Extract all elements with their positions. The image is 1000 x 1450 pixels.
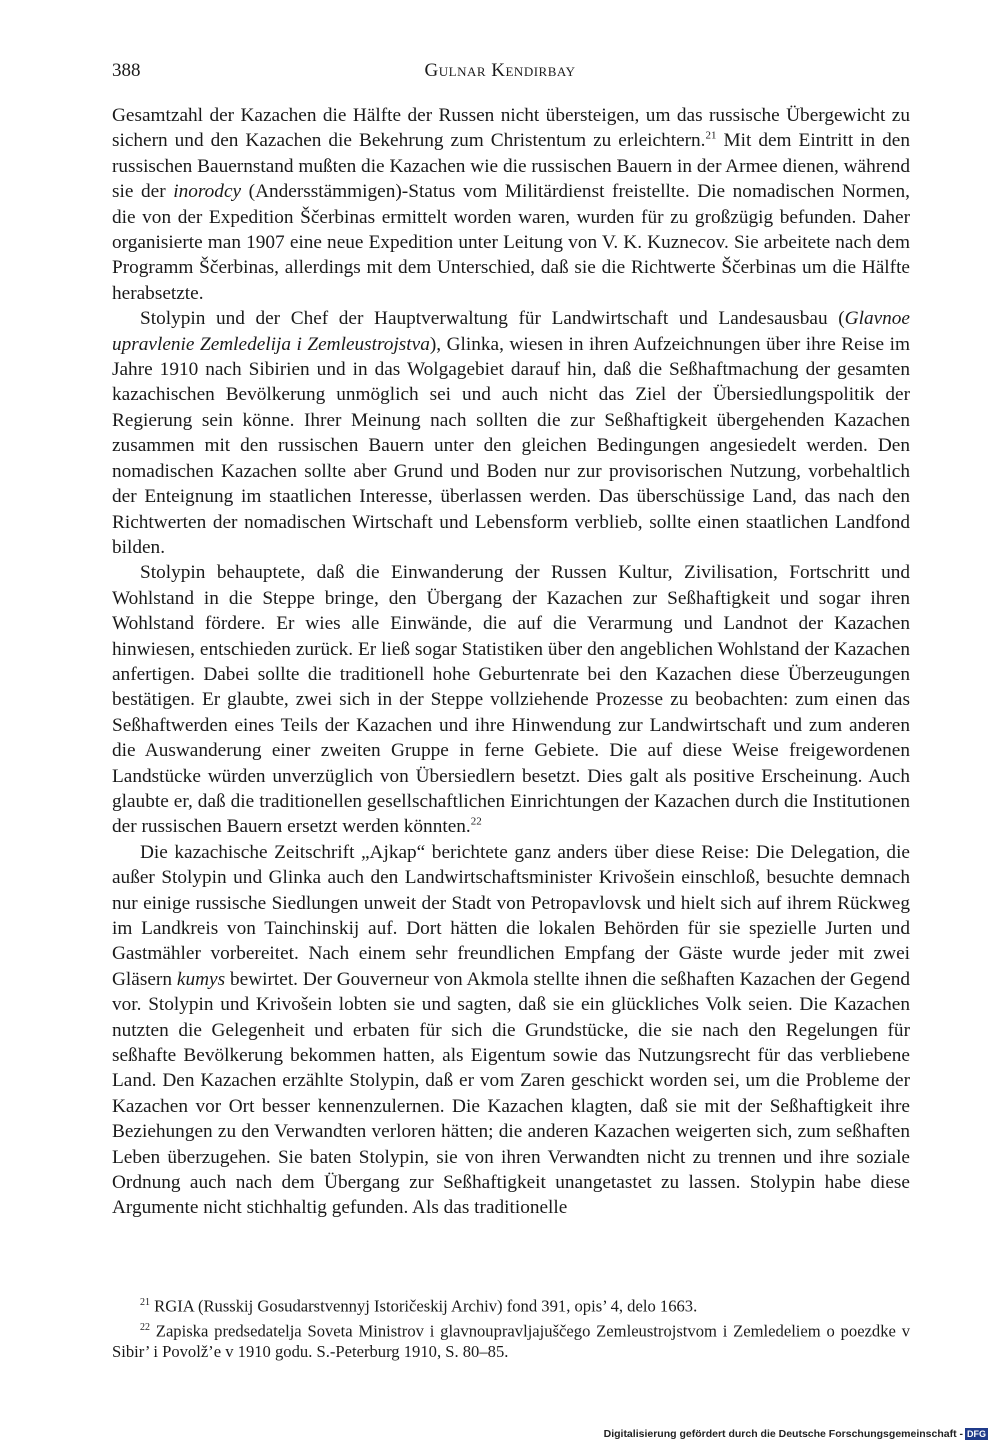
paragraph-1-italic-term: inorodcy [173, 181, 242, 203]
footnote-22 [112, 1317, 910, 1363]
paragraph-2-text-a: Stolypin und der Chef der Hauptverwaltung für Landwirtschaft und Landesausbau ( [140, 308, 845, 330]
digitization-watermark [604, 1428, 988, 1440]
page-number: 388 [112, 60, 141, 81]
paragraph-3-text-a: Stolypin behauptete, daß die Einwanderung der Russen Kultur, Zivilisation, Fortschritt und Wohlstand in die Steppe bringe, den Übergang der Kazachen zur Seßhaftigkeit und sogar ihren Wohlstand fördere. Er wies alle Einwände, die auf die Verarmung und Landnot der Kazachen hinwiesen, entschieden zurück. Er ließ sogar Statistiken über den angeblichen Wohlstand der Kazachen anfertigen. Dabei sollte die traditionell hohe Geburtenrate bei den Kazachen diese Überzeugungen bestätigen. Er glaubte, zwei sich in der Steppe vollziehende Prozesse zu beobachten: zum einen das Seßhaftwerden eines Teils der Kazachen und ihre Hinwendung zur Landwirtschaft und zum anderen die Auswanderung einer zweiten Gruppe in ferne Gebiete. Die auf diese Weise freigewordenen Landstücke würden unverzüglich von Übersiedlern besetzt. Dies galt als positive Erscheinung. Auch glaubte er, daß die traditionellen gesellschaftlichen Einrichtungen der Kazachen durch die Institutionen der russischen Bauern ersetzt werden könnten. [112, 562, 910, 838]
footnote-ref-22[interactable]: 22 [470, 815, 482, 828]
running-head: Gulnar Kendirbay [424, 60, 576, 81]
paragraph-4-text-a: Die kazachische Zeitschrift „Ajkap“ berichtete ganz anders über diese Reise: Die Delegation, die außer Stolypin und Glinka auch den Landwirtschaftsminister Krivošein einschloß, besuchte demnach nur einige russische Siedlungen unweit der Stadt von Petropavlovsk und hielt sich auf ihrem Rückweg im Landkreis von Tainchinskij auf. Dort hätten die lokalen Behörden für sie spezielle Jurten und Gastmähler vorbereitet. Nach einem sehr freundlichen Empfang der Gäste wurde jeder mit zwei Gläsern [112, 841, 910, 990]
paragraph-1-text-c: (Andersstämmigen)-Status vom Militärdienst freistellte. Die nomadischen Normen, die von der Expedition Ščerbinas ermittelt worden waren, wurden für zu großzügig befunden. Daher organisierte man 1907 eine neue Expedition unter Leitung von V. K. Kuznecov. Sie arbeitete nach dem Programm Ščerbinas, allerdings mit dem Unterschied, daß sie die Richtwerte Ščerbinas um die Hälfte herabsetzte. [112, 181, 910, 304]
paragraph-1-text-b: Mit dem Eintritt in den russischen Bauernstand mußten die Kazachen wie die russischen Bauern in der Armee dienen, während sie der [112, 130, 910, 203]
paragraph-2-italic-term: Glavnoe upravlenie Zemledelija i Zemleustrojstva [112, 308, 910, 355]
paragraph-2-text-b: ), Glinka, wiesen in ihren Aufzeichnungen über ihre Reise im Jahre 1910 nach Sibirien und in das Wolgagebiet darauf hin, daß die Seßhaftmachung der gesamten kazachischen Bevölkerung unmöglich sei und auch nicht das Ziel der Übersiedlungspolitik der Regierung sein könne. Ihrer Meinung nach sollten die zur Seßhaftigkeit übergehenden Kazachen zusammen mit den russischen Bauern unter den gleichen Bedingungen angesiedelt werden. Den nomadischen Kazachen sollte aber Grund und Boden nur zur provisorischen Nutzung, vorbehaltlich der Enteignung im staatlichen Interesse, überlassen werden. Das überschüssige Land, das nach den Richtwerten der nomadischen Wirtschaft und Lebensform verblieb, sollte einen staatlichen Landfond bilden. [112, 333, 910, 558]
paragraph-4-text-b: bewirtet. Der Gouverneur von Akmola stellte ihnen die seßhaften Kazachen der Gegend vor. Stolypin und Krivošein lobten sie und sagten, daß sie ein glückliches Volk seien. Die Kazachen nutzten die Gelegenheit und erbaten für sich die Grundstücke, die sie nach den Regelungen für seßhafte Bevölkerung bekommen hatten, als Eigentum sowie das Nutzungsrecht für das verbliebene Land. Den Kazachen erzählte Stolypin, daß er vom Zaren geschickt worden sei, um die Probleme der Kazachen vor Ort besser kennenzulernen. Die Kazachen klagten, daß sie mit der Seßhaftigkeit ihre Beziehungen zu den Verwandten verloren hätten; die anderen Kazachen weigerten sich, zum seßhaften Leben überzugehen. Sie baten Stolypin, sie von ihren Verwandten nicht zu trennen und ihre soziale Ordnung auch nach dem Übergang zur Seßhaftigkeit unangetastet zu lassen. Stolypin habe diese Argumente nicht stichhaltig gefunden. Als das traditionelle [112, 968, 910, 1219]
paragraph-3 [112, 560, 910, 839]
digitization-note: Digitalisierung gefördert durch die Deutsche Forschungsgemeinschaft - [603, 1428, 963, 1440]
footnote-ref-21[interactable]: 21 [705, 129, 717, 142]
paragraph-4 [112, 840, 910, 1221]
footnote-text: RGIA (Russkij Gosudarstvennyj Istoričeskij Archiv) fond 391, opis’ 4, delo 1663. [150, 1296, 698, 1316]
dfg-logo-icon: DFG [967, 1429, 986, 1440]
footnote-number: 22 [140, 1321, 150, 1333]
paragraph-1-text-a: Gesamtzahl der Kazachen die Hälfte der Russen nicht übersteigen, um das russische Übergewicht zu sichern und den Kazachen die Bekehrung zum Christentum zu erleichtern. [112, 105, 910, 152]
paragraph-1 [112, 103, 910, 306]
footnote-text: Zapiska predsedatelja Soveta Ministrov i glavnoupravljajuščego Zemleustrojstvom i Zemledeliem o poezdke v Sibir’ i Povolž’e v 1910 godu. S.-Peterburg 1910, S. 80–85. [112, 1321, 910, 1362]
footnotes [112, 1292, 910, 1362]
paragraph-2 [112, 306, 910, 560]
paragraph-4-italic-term: kumys [176, 968, 226, 990]
body-text [112, 103, 910, 1221]
footnote-21 [112, 1292, 910, 1317]
footnote-number: 21 [140, 1297, 150, 1308]
